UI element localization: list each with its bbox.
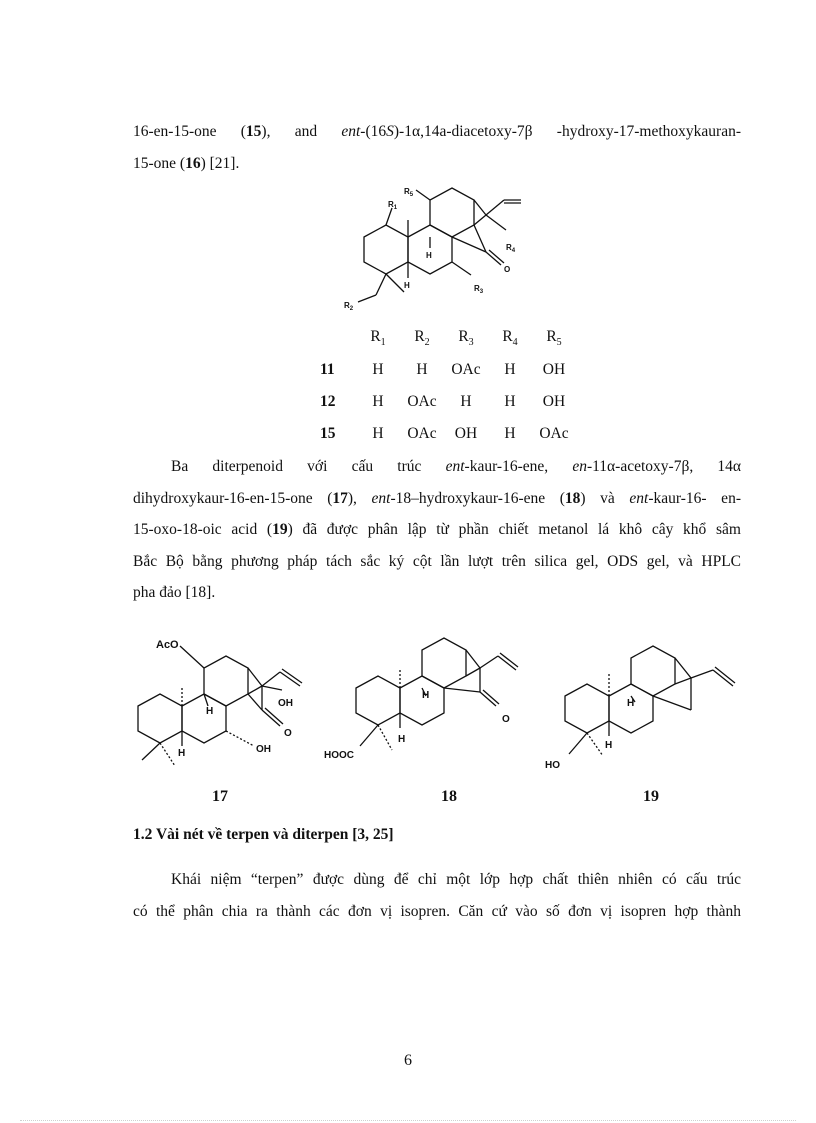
s18-label-h-2: H (398, 734, 406, 745)
main-label-h-1: H (426, 251, 432, 260)
table-cell: H (372, 393, 384, 410)
table-header-cell: $R_3$ (458, 327, 474, 349)
main-structure-diagram (336, 180, 536, 320)
table-row-label: 15 (320, 425, 336, 442)
structure-18 (320, 628, 520, 783)
paragraph-terpen (133, 864, 741, 927)
s18-label-h-1: H (422, 690, 430, 701)
intro-line-2: 15-one (16) [21]. (133, 154, 240, 172)
s17-label-aco: AcO (156, 639, 179, 651)
table-cell: H (372, 425, 384, 442)
table-header-cell: $R_1$ (370, 327, 386, 349)
table-cell: OAc (539, 425, 569, 442)
table-header-row (314, 322, 576, 354)
table-cell: OH (542, 393, 566, 410)
table-cell: H (504, 425, 516, 442)
s17-label-oh-1: OH (278, 698, 293, 709)
structure-17 (130, 628, 320, 783)
s17-label-o: O (284, 728, 292, 739)
s17-label-h-1: H (206, 706, 214, 717)
table-cell: OH (542, 361, 566, 378)
main-label-r3: $R_3$ (474, 284, 484, 295)
page-number: 6 (404, 1052, 412, 1069)
table-header-cell: $R_2$ (414, 327, 430, 349)
table-row (314, 386, 576, 418)
structure-19 (545, 628, 745, 783)
table-cell: H (460, 393, 472, 410)
table-cell: OAc (407, 425, 437, 442)
table-cell: H (372, 361, 384, 378)
main-label-r2: $R_2$ (344, 301, 354, 312)
intro-paragraph (133, 116, 741, 179)
substituent-table (314, 322, 576, 450)
s17-label-h-2: H (178, 748, 186, 759)
main-label-r1: $R_1$ (388, 200, 398, 211)
table-header-cell: $R_5$ (546, 327, 562, 349)
table-header-cell: $R_4$ (502, 327, 518, 349)
section-heading: 1.2 Vài nét về terpen và diterpen [3, 25] (133, 826, 394, 843)
s19-label-ho: HO (545, 760, 560, 771)
compound-label-19: 19 (643, 788, 659, 805)
table-cell: OAc (407, 393, 437, 410)
s17-label-oh-2: OH (256, 744, 271, 755)
table-row (314, 354, 576, 386)
main-label-o: O (504, 265, 511, 274)
table-cell: H (504, 393, 516, 410)
para1-line-2: dihydroxykaur-16-en-15-one (17), ent-18–hydroxykaur-16-ene (18) và ent-kaur-16- en- (133, 489, 741, 507)
compound-label-17: 17 (212, 788, 228, 805)
s19-label-h-1: H (627, 698, 635, 709)
main-label-h-2: H (404, 281, 410, 290)
compound-label-18: 18 (441, 788, 457, 805)
s18-label-hooc: HOOC (324, 750, 354, 761)
intro-line-1: 16-en-15-one (15), and ent-(16S)-1α,14a-diacetoxy-7β -hydroxy-17-methoxykauran- (133, 123, 742, 140)
footer-divider (20, 1120, 796, 1121)
para1-line-5: pha đảo [18]. (133, 584, 216, 601)
paragraph-diterpenoids (133, 451, 741, 609)
para2-line-1: Khái niệm “terpen” được dùng để chỉ một lớp hợp chất thiên nhiên có cấu trúc (171, 871, 741, 888)
s18-label-o: O (502, 714, 510, 725)
table-cell: H (416, 361, 428, 378)
para1-line-3: 15-oxo-18-oic acid (19) đã được phân lập từ phần chiết metanol lá khô cây khổ sâm (133, 521, 741, 538)
table-cell: H (504, 361, 516, 378)
table-cell: OH (454, 425, 478, 442)
para1-line-4: Bắc Bộ bằng phương pháp tách sắc ký cột lần lượt trên silica gel, ODS gel, và HPLC (133, 552, 741, 570)
main-label-r4: $R_4$ (506, 243, 516, 254)
table-row-label: 12 (320, 393, 336, 410)
table-row (314, 418, 576, 450)
para2-line-2: có thể phân chia ra thành các đơn vị isopren. Căn cứ vào số đơn vị isopren hợp thành (133, 902, 741, 920)
s19-label-h-2: H (605, 740, 613, 751)
para1-line-1: Ba diterpenoid với cấu trúc ent-kaur-16-ene, en-11α-acetoxy-7β, 14α (171, 458, 742, 475)
main-label-r5: $R_5$ (404, 187, 414, 198)
table-row-label: 11 (320, 361, 335, 378)
table-cell: OAc (451, 361, 481, 378)
